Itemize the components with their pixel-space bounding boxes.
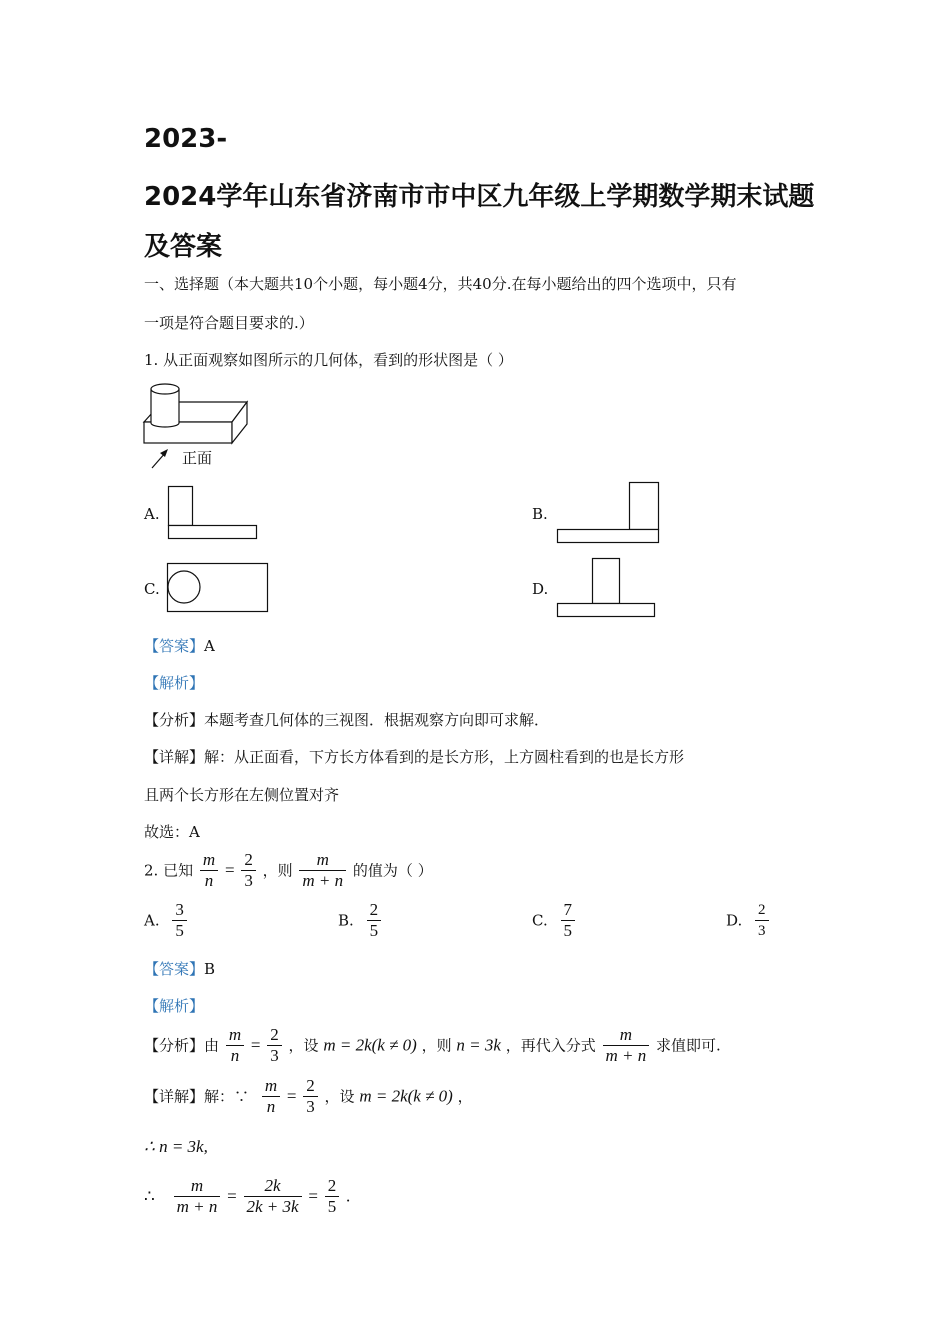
q2-frac-m-over-m-plus-n: $\frac{m}{m + n}$ bbox=[299, 850, 346, 891]
q1-answer-tag: 【答案】 bbox=[144, 637, 205, 655]
q2-fenxi-expr-m: m = 2k(k ≠ 0) bbox=[323, 1035, 417, 1055]
q2-detail-tag: 【详解】 bbox=[144, 1087, 205, 1106]
q1-option-b-label: B. bbox=[532, 505, 548, 523]
q1-option-b-figure bbox=[557, 482, 661, 544]
doc-title-line-1: 2023- bbox=[144, 124, 228, 154]
q2-answer-line bbox=[144, 958, 215, 979]
q2-detail-line: 【详解】解：∵ $\frac{m}{n}$ = $\frac{2}{3}$ ，设 m = 2k(k ≠ 0) ， bbox=[144, 1076, 473, 1116]
q2-fenxi-tag: 【分析】 bbox=[144, 1036, 205, 1055]
q1-front-label: 正面 bbox=[182, 449, 213, 467]
q2-option-d: D. $\frac{2}{3}$ bbox=[726, 900, 771, 941]
q2-detail-frac-m-over-n: $\frac{m}{n}$ bbox=[262, 1076, 280, 1117]
q2-step-2: ∴ $\frac{m}{m + n}$ = $\frac{2k}{2k + 3k}$ = $\frac{2}{5}$ . bbox=[144, 1176, 351, 1216]
q2-stem-mid: ，则 bbox=[262, 861, 293, 880]
doc-title-line-3: 及答案 bbox=[144, 232, 223, 262]
q1-detail-tag: 【详解】 bbox=[144, 748, 205, 766]
q2-option-c: C. $\frac{7}{5}$ bbox=[532, 900, 577, 941]
q2-step2-frac-2-over-5: $\frac{2}{5}$ bbox=[325, 1176, 340, 1217]
q1-detail-text-1: 解：从正面看，下方长方体看到的是长方形，上方圆柱看到的也是长方形 bbox=[204, 748, 685, 766]
q1-detail-line-2: 且两个长方形在左侧位置对齐 bbox=[144, 786, 340, 804]
q2-stem-suffix: 的值为（ ） bbox=[352, 861, 433, 880]
q2-step2-frac-m-over-m-plus-n: $\frac{m}{m + n}$ bbox=[174, 1176, 221, 1217]
q1-answer-value: A bbox=[204, 637, 215, 655]
q2-step-1: ∴ n = 3k, bbox=[144, 1137, 208, 1156]
section-header-line-1: 一、选择题（本大题共10个小题，每小题4分，共40分.在每小题给出的四个选项中，只有 bbox=[144, 275, 737, 293]
q2-answer-value: B bbox=[204, 960, 216, 978]
q1-option-a-label: A. bbox=[144, 505, 160, 523]
q2-detail-frac-2-over-3: $\frac{2}{3}$ bbox=[303, 1076, 318, 1117]
q1-fenxi-line bbox=[144, 709, 549, 730]
q2-detail-expr-m: m = 2k(k ≠ 0) bbox=[359, 1086, 453, 1106]
q2-fenxi-expr-n: n = 3k bbox=[456, 1035, 501, 1055]
q2-option-b: B. $\frac{2}{5}$ bbox=[338, 900, 383, 941]
q2-analysis-tag: 【解析】 bbox=[144, 997, 205, 1015]
q2-option-d-fraction: $\frac{2}{3}$ bbox=[755, 900, 769, 941]
q1-option-d-figure bbox=[557, 558, 657, 620]
section-header-line-2: 一项是符合题目要求的.） bbox=[144, 314, 314, 332]
q2-step2-frac-2k: $\frac{2k}{2k + 3k}$ bbox=[244, 1176, 302, 1217]
q1-option-a-figure bbox=[168, 486, 258, 540]
q2-stem: 2. 已知 $\frac{m}{n}$ = $\frac{2}{3}$ ，则 $\frac{m}{m + n}$ 的值为（ ） bbox=[144, 850, 433, 890]
q1-answer-line bbox=[144, 635, 215, 656]
q1-fenxi-text: 本题考查几何体的三视图．根据观察方向即可求解． bbox=[204, 711, 550, 729]
q2-stem-prefix: 2. 已知 bbox=[144, 861, 194, 880]
doc-title-line-2: 2024学年山东省济南市市中区九年级上学期数学期末试题 bbox=[144, 182, 815, 212]
q1-option-c-label: C. bbox=[144, 580, 160, 598]
q2-frac-m-over-n: $\frac{m}{n}$ bbox=[200, 850, 218, 891]
q1-option-d-label: D. bbox=[532, 580, 549, 598]
q1-fenxi-tag: 【分析】 bbox=[144, 711, 205, 729]
q2-fenxi-frac-m-over-n: $\frac{m}{n}$ bbox=[226, 1025, 244, 1066]
q2-fenxi-line: 【分析】由 $\frac{m}{n}$ = $\frac{2}{3}$ ，设 m = 2k(k ≠ 0) ，则 n = 3k ，再代入分式 $\frac{m}{m + n}$ 求值即可. bbox=[144, 1025, 721, 1065]
q1-conclusion: 故选：A bbox=[144, 823, 200, 841]
q2-frac-2-over-3: $\frac{2}{3}$ bbox=[241, 850, 256, 891]
q1-analysis-tag: 【解析】 bbox=[144, 674, 205, 692]
q1-detail-line-1 bbox=[144, 746, 684, 767]
q2-option-c-fraction: $\frac{7}{5}$ bbox=[561, 900, 576, 941]
q2-option-a: A. $\frac{3}{5}$ bbox=[144, 900, 189, 941]
q1-stem: 1. 从正面观察如图所示的几何体，看到的形状图是（ ） bbox=[144, 351, 513, 369]
q1-option-c-figure bbox=[167, 563, 271, 613]
q2-answer-tag: 【答案】 bbox=[144, 960, 205, 978]
q2-fenxi-frac-2-over-3: $\frac{2}{3}$ bbox=[267, 1025, 282, 1066]
q2-option-b-fraction: $\frac{2}{5}$ bbox=[367, 900, 382, 941]
q2-option-a-fraction: $\frac{3}{5}$ bbox=[172, 900, 187, 941]
q2-fenxi-frac-m-over-m-plus-n: $\frac{m}{m + n}$ bbox=[603, 1025, 650, 1066]
